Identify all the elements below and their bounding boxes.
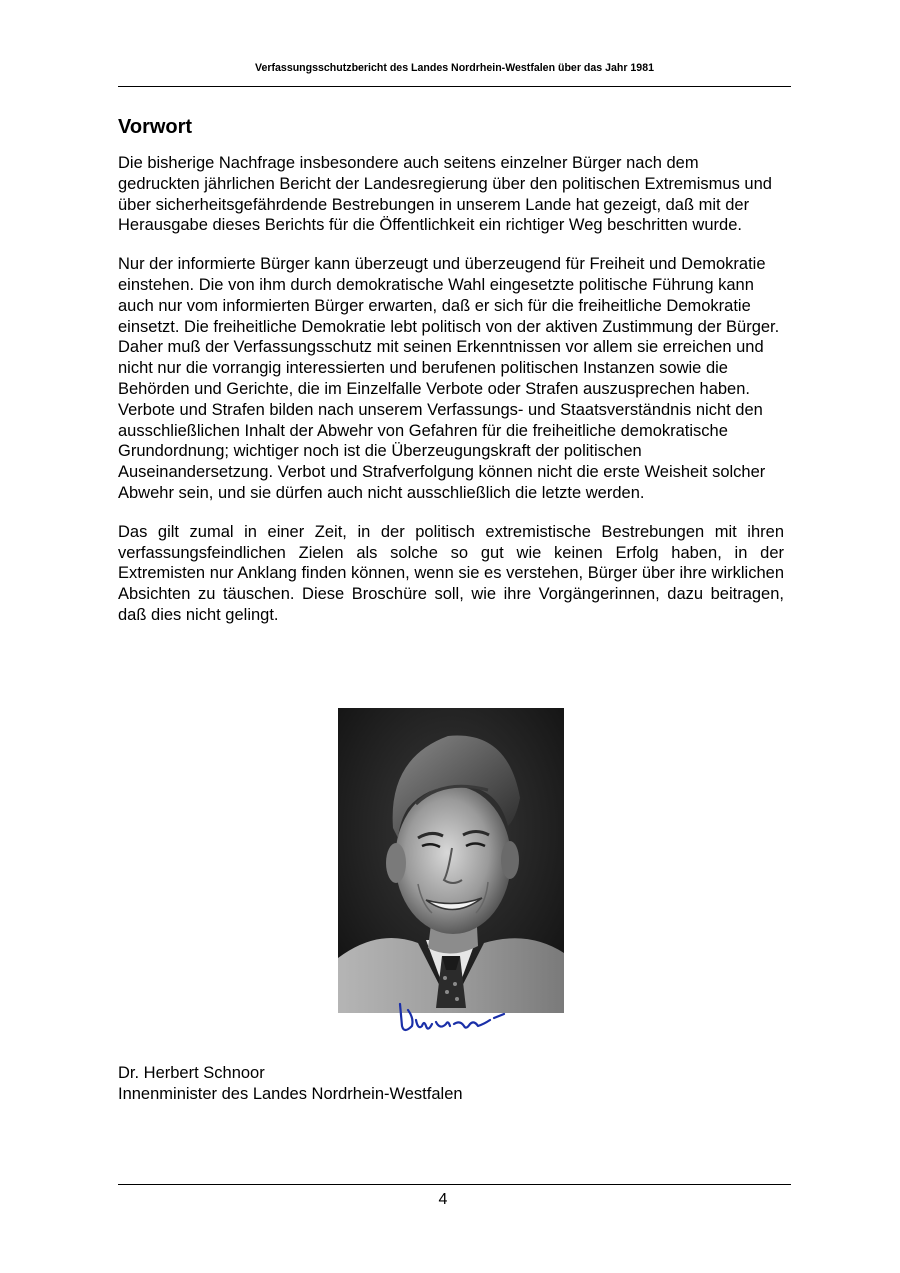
header-divider [118,86,791,87]
footer-divider [118,1184,791,1185]
author-name: Dr. Herbert Schnoor [118,1064,265,1082]
paragraph-3: Das gilt zumal in einer Zeit, in der politisch extremistische Bestrebungen mit ihren verfassungsfeindlichen Zielen als solche so gut wie keinen Erfolg haben, in der Extremisten nur Anklang finden können, wenn sie es verstehen, Bürger über ihre wirklichen Absichten zu täuschen. Diese Broschüre soll, wie ihre Vorgängerinnen, dazu beitragen, daß dies nicht gelingt. [118,522,784,624]
portrait-photo [338,708,564,1045]
author-block [118,1063,463,1105]
portrait-image [338,708,564,1045]
page-number: 4 [438,1191,448,1208]
foreword-body [118,153,784,644]
author-role: Innenminister des Landes Nordrhein-Westfalen [118,1085,463,1103]
paragraph-1: Die bisherige Nachfrage insbesondere auch seitens einzelner Bürger nach dem gedruckten jährlichen Bericht der Landesregierung über den politischen Extremismus und über sicherheitsgefährdende Bestrebungen in unserem Lande hat gezeigt, daß mit der Herausgabe dieses Berichts für die Öffentlichkeit ein richtiger Weg beschritten wurde. [118,154,772,235]
section-title: Vorwort [118,116,193,138]
running-header: Verfassungsschutzbericht des Landes Nordrhein-Westfalen über das Jahr 1981 [255,62,654,74]
paragraph-2: Nur der informierte Bürger kann überzeugt und überzeugend für Freiheit und Demokratie einstehen. Die von ihm durch demokratische Wahl eingesetzte politische Führung kann auch nur vom informierten Bürger erwarten, daß er sich für die freiheitliche Demokratie einsetzt. Die freiheitliche Demokratie lebt politisch von der aktiven Zustimmung der Bürger. Daher muß der Verfassungsschutz mit seinen Erkenntnissen vor allem sie erreichen und nicht nur die vorrangig interessierten und berufenen politischen Instanzen sowie die Behörden und Gerichte, die im Einzelfalle Verbote oder Strafen auszusprechen haben. Verbote und Strafen bilden nach unserem Verfassungs- und Staatsverständnis nicht den ausschließlichen Inhalt der Abwehr von Gefahren für die freiheitliche demokratische Grundordnung; wichtiger noch ist die Überzeugungskraft der politischen Auseinandersetzung. Verbot und Strafverfolgung können nicht die erste Weisheit solcher Abwehr sein, und sie dürfen auch nicht ausschließlich die letzte werden. [118,255,780,502]
